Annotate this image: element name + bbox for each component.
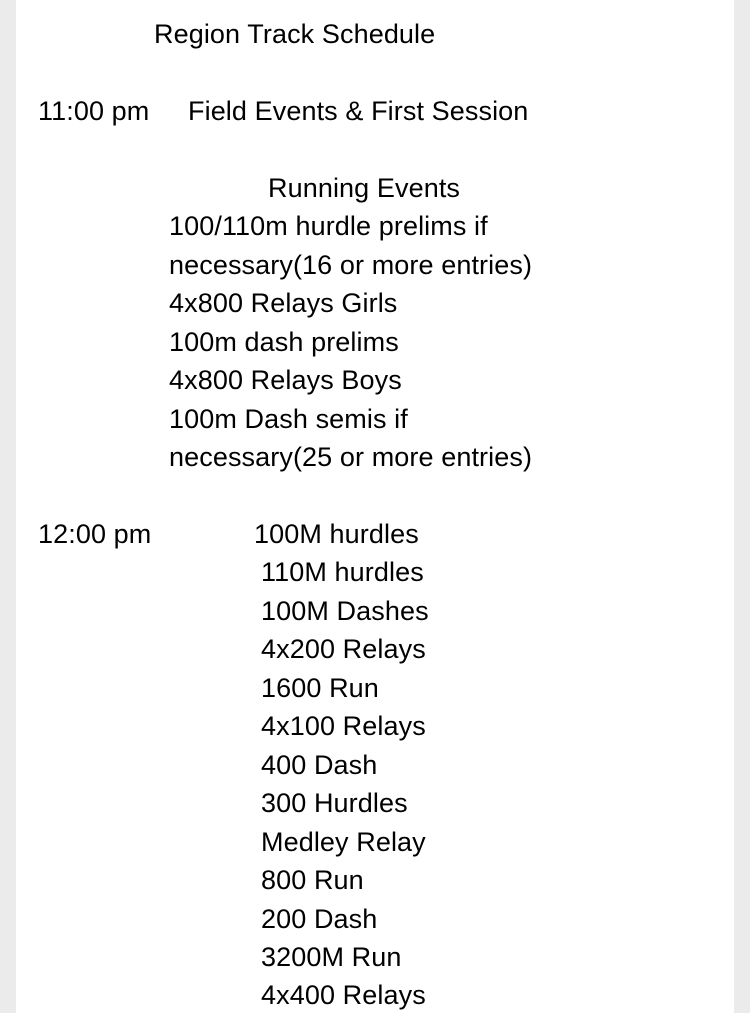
document-page xyxy=(16,0,734,1013)
event-line: 100/110m hurdle prelims if xyxy=(169,211,488,241)
event-line: 1600 Run xyxy=(261,673,379,703)
event-line: 100M hurdles xyxy=(254,519,419,549)
event-line: 300 Hurdles xyxy=(261,788,408,818)
event-line: 4x800 Relays Boys xyxy=(169,365,402,395)
event-line: 4x400 Relays xyxy=(261,980,426,1010)
session-subheading: Running Events xyxy=(268,173,461,203)
event-line: 110M hurdles xyxy=(261,557,424,587)
event-line: 4x200 Relays xyxy=(261,634,426,664)
event-line: necessary(25 or more entries) xyxy=(169,442,533,472)
event-line: necessary(16 or more entries) xyxy=(169,250,533,280)
event-line: 100m dash prelims xyxy=(169,327,399,357)
event-line: 4x100 Relays xyxy=(261,711,426,741)
event-line: 100m Dash semis if xyxy=(169,404,408,434)
event-line: 3200M Run xyxy=(261,942,402,972)
event-line: Medley Relay xyxy=(261,827,426,857)
event-line: 4x800 Relays Girls xyxy=(169,288,398,318)
document-title: Region Track Schedule xyxy=(154,19,436,49)
event-line: 400 Dash xyxy=(261,750,378,780)
session-heading: Field Events & First Session xyxy=(188,96,529,126)
session-time: 12:00 pm xyxy=(38,519,152,549)
session-time: 11:00 pm xyxy=(38,96,150,126)
event-line: 200 Dash xyxy=(261,904,378,934)
event-line: 800 Run xyxy=(261,865,364,895)
event-line: 100M Dashes xyxy=(261,596,429,626)
